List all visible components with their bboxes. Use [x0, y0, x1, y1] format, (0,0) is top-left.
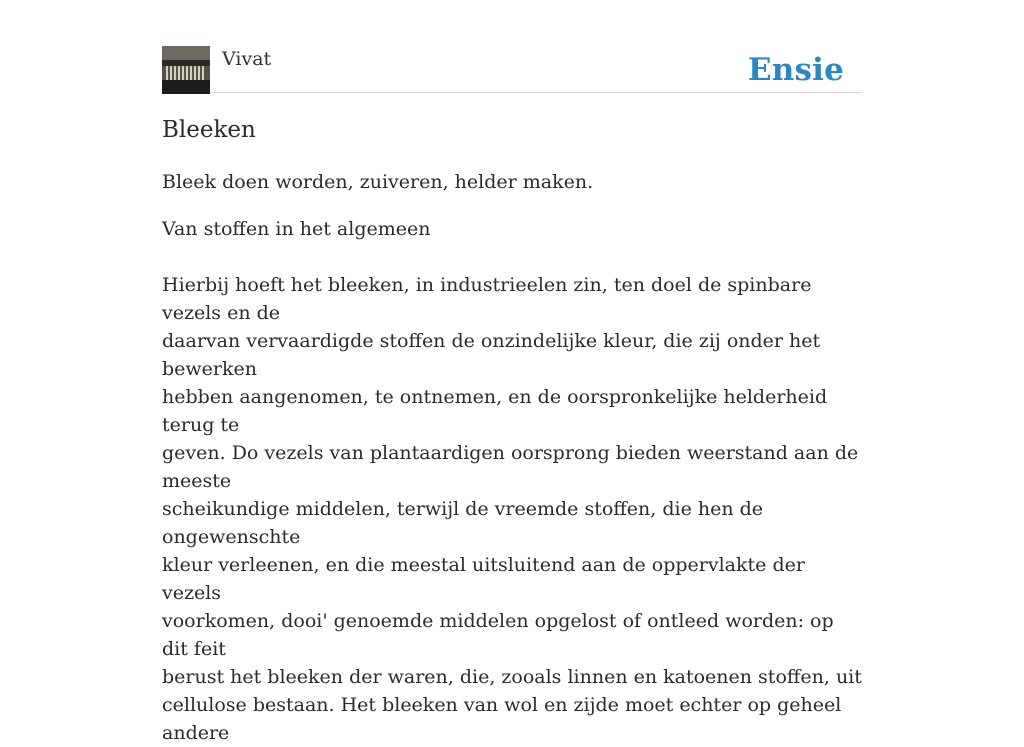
- author-name[interactable]: Vivat: [222, 48, 272, 70]
- entry-subheading: Van stoffen in het algemeen: [162, 218, 431, 240]
- avatar-image-icon: [162, 46, 210, 94]
- author-avatar[interactable]: [162, 46, 210, 94]
- entry-definition: Bleek doen worden, zuiveren, helder maken.: [162, 171, 594, 193]
- article-page: [162, 0, 862, 744]
- entry-body: Hierbij hoeft het bleeken, in industrieelen zin, ten doel de spinbare vezels en de daarvan vervaardigde stoffen de onzindelijke kleur, die zij onder het bewerken hebben aangenomen, te ontnemen, en de oorspronkelijke helderheid terug te geven. Do vezels van plantaardigen oorsprong bieden weerstand aan de meeste scheikundige middelen, terwijl de vreemde stoffen, die hen de ongewenschte kleur verleenen, en die meestal uitsluitend aan de oppervlakte der vezels voorkomen, dooi' genoemde middelen opgelost of ontleed worden: op dit feit berust het bleeken der waren, die, zooals linnen en katoenen stoffen, uit cellulose bestaan. Het bleeken van wol en zijde moet echter op geheel andere: [162, 274, 862, 744]
- header: [162, 46, 862, 93]
- entry-title: Bleeken: [162, 117, 256, 143]
- brand-logo[interactable]: Ensie: [747, 52, 844, 88]
